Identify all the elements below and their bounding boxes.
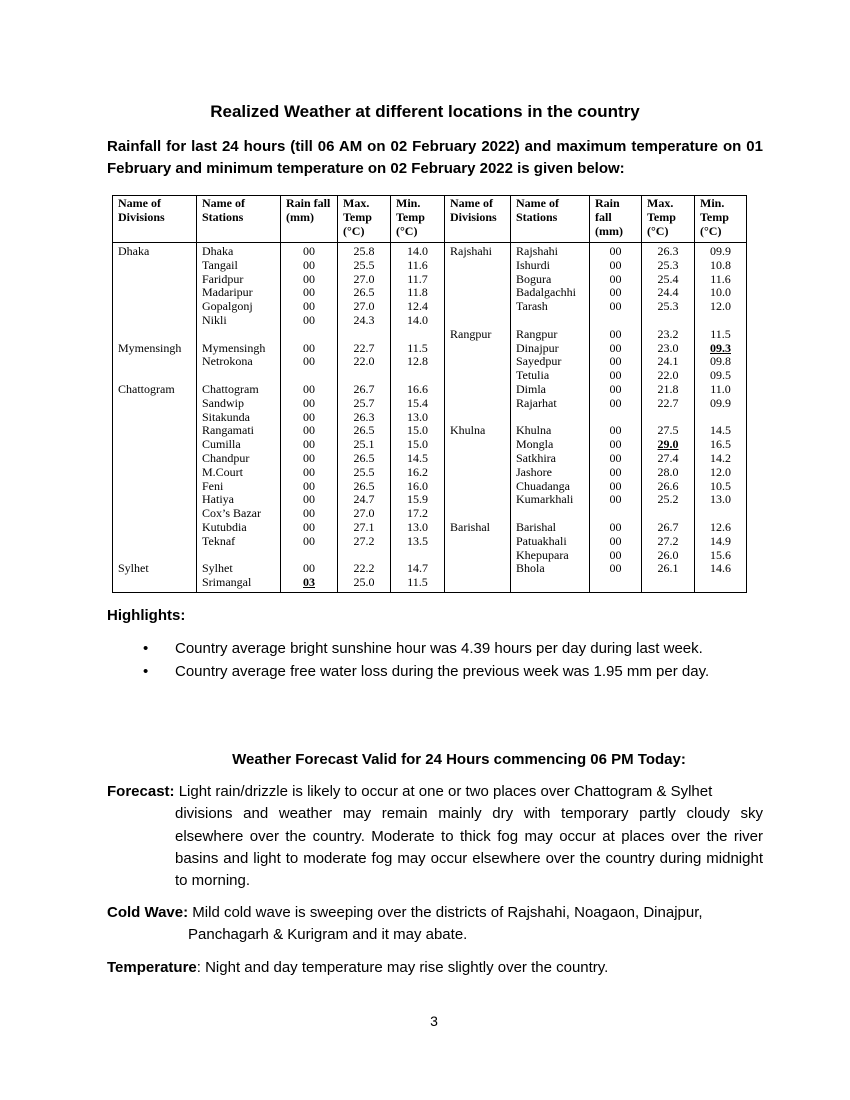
left-division-cell: Chattogram <box>118 381 175 396</box>
right-min-temp-cell: 09.9 <box>710 244 731 258</box>
right-division-cell <box>450 466 505 480</box>
left-min-temp-cell: 13.5 <box>407 533 428 548</box>
left-division-cell <box>118 424 191 438</box>
right-rainfall-cell: 00 <box>609 395 622 410</box>
left-min-temp-cell: 15.4 <box>407 395 428 410</box>
left-min-temp-cell: 17.2 <box>407 506 428 521</box>
right-rainfall-cell: 00 <box>609 271 622 286</box>
left-min-temp-cell: 11.8 <box>407 285 428 300</box>
left-station-cell: Kutubdia <box>202 519 247 534</box>
cold-wave-label: Cold Wave: <box>107 904 189 921</box>
left-station-cell <box>202 328 275 342</box>
right-station-cell: Khepupara <box>516 547 569 562</box>
left-min-temp-cell: 13.0 <box>407 409 428 424</box>
right-station-cell: Kumarkhali <box>516 492 574 507</box>
right-max-temp-cell: 27.4 <box>657 450 679 465</box>
right-min-temp-cell: 16.5 <box>710 437 731 452</box>
left-division-cell <box>118 576 191 590</box>
left-station-cell: Madaripur <box>202 285 253 300</box>
right-max-temp-cell: 24.1 <box>657 354 679 369</box>
left-station-cell: Tangail <box>202 257 238 272</box>
left-rainfall-cell: 00 <box>303 299 315 314</box>
left-rainfall-cell: 00 <box>303 437 315 452</box>
left-max-temp-cell: 25.0 <box>353 575 375 590</box>
left-division-cell: Sylhet <box>118 561 149 576</box>
cold-wave-text-rest: Panchagarh & Kurigram and it may abate. <box>188 926 468 944</box>
right-division-column <box>445 243 511 593</box>
header-cell: Min. Temp (°C) <box>391 196 445 243</box>
right-station-cell <box>516 314 584 328</box>
left-division-column <box>113 243 197 593</box>
cold-wave-paragraph <box>107 902 763 947</box>
right-division-cell <box>450 369 505 383</box>
left-station-cell: Sitakunda <box>202 409 250 424</box>
highlight-text: Country average free water loss during the previous week was 1.95 mm per day. <box>175 663 710 680</box>
right-max-temp-cell: 22.7 <box>657 395 679 410</box>
left-min-temp-cell: 13.0 <box>407 519 428 534</box>
left-max-temp-cell: 26.5 <box>353 285 375 300</box>
header-cell: Rain fall (mm) <box>590 196 642 243</box>
left-rainfall-cell: 00 <box>303 533 315 548</box>
page-title: Realized Weather at different locations in the country <box>210 102 640 121</box>
left-division-cell: Mymensingh <box>118 340 182 355</box>
left-station-cell: Srimangal <box>202 575 252 590</box>
right-min-temp-cell: 12.0 <box>710 464 731 479</box>
right-rainfall-cell: 00 <box>609 257 622 272</box>
left-max-temp-cell: 25.5 <box>353 464 375 479</box>
right-station-cell <box>516 411 584 425</box>
left-max-temp-cell: 27.0 <box>353 271 375 286</box>
left-division-cell <box>118 507 191 521</box>
left-rainfall-cell: 00 <box>303 409 315 424</box>
left-min-temp-cell: 11.7 <box>407 271 428 286</box>
left-station-column <box>197 243 281 593</box>
left-rainfall-cell: 00 <box>303 395 315 410</box>
right-station-cell: Khulna <box>516 423 552 438</box>
left-division-cell <box>118 452 191 466</box>
right-division-cell <box>450 383 505 397</box>
right-min-temp-cell: 10.8 <box>710 257 731 272</box>
right-division-cell <box>450 576 505 590</box>
right-division-cell <box>450 273 505 287</box>
left-max-temp-cell: 26.5 <box>353 423 375 438</box>
right-division-cell <box>450 493 505 507</box>
left-min-temp-cell: 16.2 <box>407 464 428 479</box>
left-station-cell: Rangamati <box>202 423 254 438</box>
header-cell: Rain fall (mm) <box>281 196 338 243</box>
left-max-temp-cell: 24.3 <box>353 312 375 327</box>
right-division-cell <box>450 452 505 466</box>
right-rainfall-cell: 00 <box>609 450 622 465</box>
right-rainfall-cell: 00 <box>609 326 622 341</box>
left-division-cell: Dhaka <box>118 244 150 258</box>
right-min-temp-column <box>695 243 747 593</box>
left-station-cell: Sandwip <box>202 395 244 410</box>
right-division-cell <box>450 300 505 314</box>
left-rainfall-cell: 00 <box>303 381 315 396</box>
right-min-temp-cell: 11.5 <box>710 326 731 341</box>
left-rainfall-cell: 00 <box>303 285 315 300</box>
left-max-temp-cell: 22.7 <box>353 340 375 355</box>
left-rainfall-cell: 00 <box>303 312 315 327</box>
right-station-cell: Mongla <box>516 437 554 452</box>
page-number: 3 <box>430 1013 438 1029</box>
right-max-temp-cell: 23.0 <box>657 340 679 355</box>
left-max-temp-cell: 27.0 <box>353 299 375 314</box>
left-station-cell <box>202 549 275 563</box>
right-station-cell: Jashore <box>516 464 552 479</box>
left-rainfall-cell: 00 <box>303 492 315 507</box>
right-station-cell: Dimla <box>516 381 546 396</box>
header-cell: Max. Temp (°C) <box>642 196 695 243</box>
right-rainfall-cell: 00 <box>609 423 622 438</box>
forecast-paragraph <box>107 781 763 892</box>
left-rainfall-cell <box>283 328 335 342</box>
left-max-temp-cell <box>340 369 388 383</box>
right-max-temp-cell: 26.0 <box>657 547 679 562</box>
right-station-cell: Satkhira <box>516 450 556 465</box>
left-min-temp-cell <box>393 549 442 563</box>
left-max-temp-cell: 27.1 <box>353 519 375 534</box>
left-division-cell <box>118 493 191 507</box>
right-max-temp-cell: 25.2 <box>657 492 679 507</box>
left-station-cell: Mymensingh <box>202 340 266 355</box>
right-rainfall-cell: 00 <box>609 368 622 383</box>
right-rainfall-cell: 00 <box>609 354 622 369</box>
right-max-temp-cell: 26.3 <box>657 244 679 258</box>
right-min-temp-cell: 09.9 <box>710 395 731 410</box>
right-max-temp-cell: 27.5 <box>657 423 679 438</box>
right-station-cell: Tarash <box>516 299 548 314</box>
left-min-temp-cell <box>393 328 442 342</box>
left-division-cell <box>118 521 191 535</box>
left-max-temp-cell: 27.2 <box>353 533 375 548</box>
right-rainfall-cell: 00 <box>609 492 622 507</box>
bullet-icon: • <box>143 640 149 657</box>
right-rainfall-cell: 00 <box>609 299 622 314</box>
right-rainfall-cell <box>592 507 639 521</box>
right-rainfall-cell: 00 <box>609 464 622 479</box>
right-min-temp-cell: 12.6 <box>710 519 731 534</box>
right-station-cell: Badalgachhi <box>516 285 576 300</box>
right-division-cell <box>450 342 505 356</box>
right-division-cell <box>450 286 505 300</box>
right-rainfall-cell: 00 <box>609 561 622 576</box>
temperature-label: Temperature <box>107 959 197 976</box>
left-station-cell: Cox’s Bazar <box>202 506 261 521</box>
header-cell: Name of Divisions <box>113 196 197 243</box>
right-min-temp-cell: 09.8 <box>710 354 731 369</box>
right-station-cell <box>516 576 584 590</box>
right-station-cell: Tetulia <box>516 368 550 383</box>
intro-text: Rainfall for last 24 hours (till 06 AM on 02 February 2022) and maximum temperature on 01 February and minimum temperature on 02 February 2022 is given below: <box>107 138 763 177</box>
forecast-label: Forecast: <box>107 783 175 800</box>
left-division-cell <box>118 438 191 452</box>
right-max-temp-cell: 28.0 <box>657 464 679 479</box>
left-max-temp-cell <box>340 549 388 563</box>
right-rainfall-cell: 00 <box>609 519 622 534</box>
left-min-temp-cell: 14.5 <box>407 450 428 465</box>
highlights-heading: Highlights: <box>107 607 186 624</box>
cold-wave-text-first: Mild cold wave is sweeping over the districts of Rajshahi, Noagaon, Dinajpur, <box>188 904 703 921</box>
temperature-text: : Night and day temperature may rise slightly over the country. <box>196 959 609 976</box>
right-station-cell: Rajshahi <box>516 244 558 258</box>
left-rainfall-cell: 00 <box>303 478 315 493</box>
left-min-temp-cell: 14.0 <box>407 244 428 258</box>
left-rainfall-cell <box>283 549 335 563</box>
left-rainfall-cell: 00 <box>303 464 315 479</box>
right-min-temp-cell <box>697 411 744 425</box>
left-min-temp-cell <box>393 369 442 383</box>
right-max-temp-cell: 25.3 <box>657 299 679 314</box>
left-min-temp-cell: 16.6 <box>407 381 428 396</box>
right-station-cell: Bhola <box>516 561 545 576</box>
right-max-temp-cell: 26.1 <box>657 561 679 576</box>
right-division-cell <box>450 438 505 452</box>
left-rainfall-cell: 00 <box>303 561 315 576</box>
right-rainfall-cell: 00 <box>609 547 622 562</box>
forecast-text-first: Light rain/drizzle is likely to occur at one or two places over Chattogram & Sylhet <box>174 783 713 800</box>
left-rainfall-cell: 00 <box>303 354 315 369</box>
right-station-cell: Dinajpur <box>516 340 559 355</box>
right-min-temp-cell: 15.6 <box>710 547 731 562</box>
left-max-temp-cell: 25.8 <box>353 244 375 258</box>
right-division-cell <box>450 549 505 563</box>
left-station-cell <box>202 369 275 383</box>
right-station-cell: Patuakhali <box>516 533 567 548</box>
right-division-cell: Rajshahi <box>450 244 492 258</box>
right-min-temp-cell: 13.0 <box>710 492 731 507</box>
right-max-temp-cell: 24.4 <box>657 285 679 300</box>
left-division-cell <box>118 535 191 549</box>
left-division-cell <box>118 259 191 273</box>
left-division-cell <box>118 355 191 369</box>
left-station-cell: Dhaka <box>202 244 234 258</box>
left-max-temp-cell: 25.5 <box>353 257 375 272</box>
right-max-temp-cell: 21.8 <box>657 381 679 396</box>
right-rainfall-cell: 00 <box>609 244 622 258</box>
left-division-cell <box>118 273 191 287</box>
right-min-temp-cell: 14.5 <box>710 423 731 438</box>
left-rainfall-cell: 00 <box>303 257 315 272</box>
right-max-temp-cell <box>644 507 692 521</box>
right-rainfall-cell <box>592 314 639 328</box>
right-min-temp-cell <box>697 576 744 590</box>
left-rainfall-column <box>281 243 338 593</box>
table-body-row <box>113 243 747 593</box>
right-station-cell: Rangpur <box>516 326 558 341</box>
left-min-temp-cell: 15.0 <box>407 437 428 452</box>
left-station-cell: Sylhet <box>202 561 233 576</box>
left-min-temp-cell: 12.8 <box>407 354 428 369</box>
right-max-temp-cell: 26.6 <box>657 478 679 493</box>
right-division-cell <box>450 480 505 494</box>
left-station-cell: Feni <box>202 478 224 493</box>
right-min-temp-cell <box>697 314 744 328</box>
left-rainfall-cell: 03 <box>303 575 315 590</box>
right-min-temp-cell: 14.9 <box>710 533 731 548</box>
left-station-cell: Cumilla <box>202 437 241 452</box>
left-division-cell <box>118 328 191 342</box>
left-division-cell <box>118 300 191 314</box>
left-rainfall-cell: 00 <box>303 271 315 286</box>
left-station-cell: Nikli <box>202 312 227 327</box>
bullet-icon: • <box>143 663 149 680</box>
right-rainfall-cell: 00 <box>609 533 622 548</box>
left-division-cell <box>118 314 191 328</box>
left-rainfall-cell: 00 <box>303 423 315 438</box>
left-division-cell <box>118 286 191 300</box>
right-station-cell: Barishal <box>516 519 556 534</box>
left-station-cell: Chandpur <box>202 450 250 465</box>
right-min-temp-cell: 12.0 <box>710 299 731 314</box>
right-rainfall-column <box>590 243 642 593</box>
left-division-cell <box>118 480 191 494</box>
right-max-temp-cell: 25.3 <box>657 257 679 272</box>
left-max-temp-cell: 22.2 <box>353 561 375 576</box>
right-division-cell <box>450 259 505 273</box>
left-station-cell: Netrokona <box>202 354 253 369</box>
right-station-column <box>511 243 590 593</box>
left-station-cell: Faridpur <box>202 271 244 286</box>
left-min-temp-cell: 14.7 <box>407 561 428 576</box>
right-rainfall-cell: 00 <box>609 437 622 452</box>
left-station-cell: Teknaf <box>202 533 236 548</box>
forecast-text-rest: divisions and weather may remain mainly dry with temporary partly cloudy sky elsewhere over the country. Moderate to thick fog may occur at places over the river basins and light to moderate fog may occur elsewhere over the country during midnight to morning. <box>175 805 763 890</box>
left-division-cell <box>118 466 191 480</box>
left-rainfall-cell: 00 <box>303 340 315 355</box>
left-max-temp-cell: 22.0 <box>353 354 375 369</box>
right-division-cell: Khulna <box>450 423 486 438</box>
right-station-cell: Bogura <box>516 271 552 286</box>
highlights-list <box>143 637 783 683</box>
right-rainfall-cell <box>592 411 639 425</box>
left-rainfall-cell: 00 <box>303 450 315 465</box>
table-header-row <box>113 196 747 243</box>
right-division-cell <box>450 397 505 411</box>
left-max-temp-cell: 26.7 <box>353 381 375 396</box>
left-min-temp-cell: 16.0 <box>407 478 428 493</box>
right-rainfall-cell: 00 <box>609 285 622 300</box>
left-min-temp-cell: 15.9 <box>407 492 428 507</box>
left-station-cell: Gopalgonj <box>202 299 253 314</box>
left-max-temp-cell: 26.5 <box>353 450 375 465</box>
left-rainfall-cell: 00 <box>303 244 315 258</box>
right-max-temp-cell: 25.4 <box>657 271 679 286</box>
header-cell: Max. Temp (°C) <box>338 196 391 243</box>
right-min-temp-cell <box>697 507 744 521</box>
left-min-temp-cell: 11.5 <box>407 575 428 590</box>
left-max-temp-cell: 25.1 <box>353 437 375 452</box>
left-division-cell <box>118 397 191 411</box>
left-min-temp-cell: 15.0 <box>407 423 428 438</box>
right-max-temp-cell: 29.0 <box>657 437 679 452</box>
left-max-temp-cell: 24.7 <box>353 492 375 507</box>
right-max-temp-cell <box>644 411 692 425</box>
left-max-temp-cell <box>340 328 388 342</box>
left-max-temp-cell: 25.7 <box>353 395 375 410</box>
left-station-cell: Hatiya <box>202 492 234 507</box>
left-max-temp-cell: 26.3 <box>353 409 375 424</box>
right-rainfall-cell: 00 <box>609 478 622 493</box>
right-max-temp-cell: 26.7 <box>657 519 679 534</box>
right-station-cell <box>516 507 584 521</box>
right-station-cell: Sayedpur <box>516 354 562 369</box>
right-max-temp-cell <box>644 314 692 328</box>
right-division-cell <box>450 535 505 549</box>
forecast-title: Weather Forecast Valid for 24 Hours commencing 06 PM Today: <box>232 751 686 768</box>
left-min-temp-cell: 11.5 <box>407 340 428 355</box>
left-max-temp-column <box>338 243 391 593</box>
left-rainfall-cell: 00 <box>303 506 315 521</box>
header-cell: Name of Stations <box>197 196 281 243</box>
right-division-cell: Rangpur <box>450 326 492 341</box>
left-division-cell <box>118 411 191 425</box>
right-max-temp-cell: 27.2 <box>657 533 679 548</box>
right-division-cell <box>450 314 505 328</box>
left-rainfall-cell: 00 <box>303 519 315 534</box>
header-cell: Min. Temp (°C) <box>695 196 747 243</box>
left-station-cell: M.Court <box>202 464 244 479</box>
left-min-temp-cell: 11.6 <box>407 257 428 272</box>
left-max-temp-cell: 27.0 <box>353 506 375 521</box>
right-rainfall-cell: 00 <box>609 340 622 355</box>
list-item <box>143 637 783 660</box>
left-division-cell <box>118 369 191 383</box>
right-division-cell: Barishal <box>450 519 490 534</box>
temperature-paragraph <box>107 957 763 979</box>
left-division-cell <box>118 549 191 563</box>
right-rainfall-cell: 00 <box>609 381 622 396</box>
left-min-temp-column <box>391 243 445 593</box>
right-station-cell: Chuadanga <box>516 478 570 493</box>
highlight-text: Country average bright sunshine hour was 4.39 hours per day during last week. <box>175 640 703 657</box>
right-min-temp-cell: 10.0 <box>710 285 731 300</box>
header-cell: Name of Stations <box>511 196 590 243</box>
right-min-temp-cell: 11.0 <box>710 381 731 396</box>
right-station-cell: Ishurdi <box>516 257 550 272</box>
right-max-temp-cell <box>644 576 692 590</box>
left-min-temp-cell: 12.4 <box>407 299 428 314</box>
list-item <box>143 660 783 683</box>
right-min-temp-cell: 11.6 <box>710 271 731 286</box>
right-rainfall-cell <box>592 576 639 590</box>
weather-table <box>112 195 747 593</box>
right-min-temp-cell: 09.3 <box>710 340 731 355</box>
right-max-temp-cell: 22.0 <box>657 368 679 383</box>
left-station-cell: Chattogram <box>202 381 259 396</box>
right-division-cell <box>450 562 505 576</box>
right-max-temp-column <box>642 243 695 593</box>
right-station-cell: Rajarhat <box>516 395 557 410</box>
left-min-temp-cell: 14.0 <box>407 312 428 327</box>
header-cell: Name of Divisions <box>445 196 511 243</box>
right-min-temp-cell: 14.6 <box>710 561 731 576</box>
right-min-temp-cell: 14.2 <box>710 450 731 465</box>
right-min-temp-cell: 09.5 <box>710 368 731 383</box>
right-division-cell <box>450 507 505 521</box>
right-max-temp-cell: 23.2 <box>657 326 679 341</box>
right-division-cell <box>450 411 505 425</box>
right-division-cell <box>450 355 505 369</box>
left-max-temp-cell: 26.5 <box>353 478 375 493</box>
left-rainfall-cell <box>283 369 335 383</box>
right-min-temp-cell: 10.5 <box>710 478 731 493</box>
